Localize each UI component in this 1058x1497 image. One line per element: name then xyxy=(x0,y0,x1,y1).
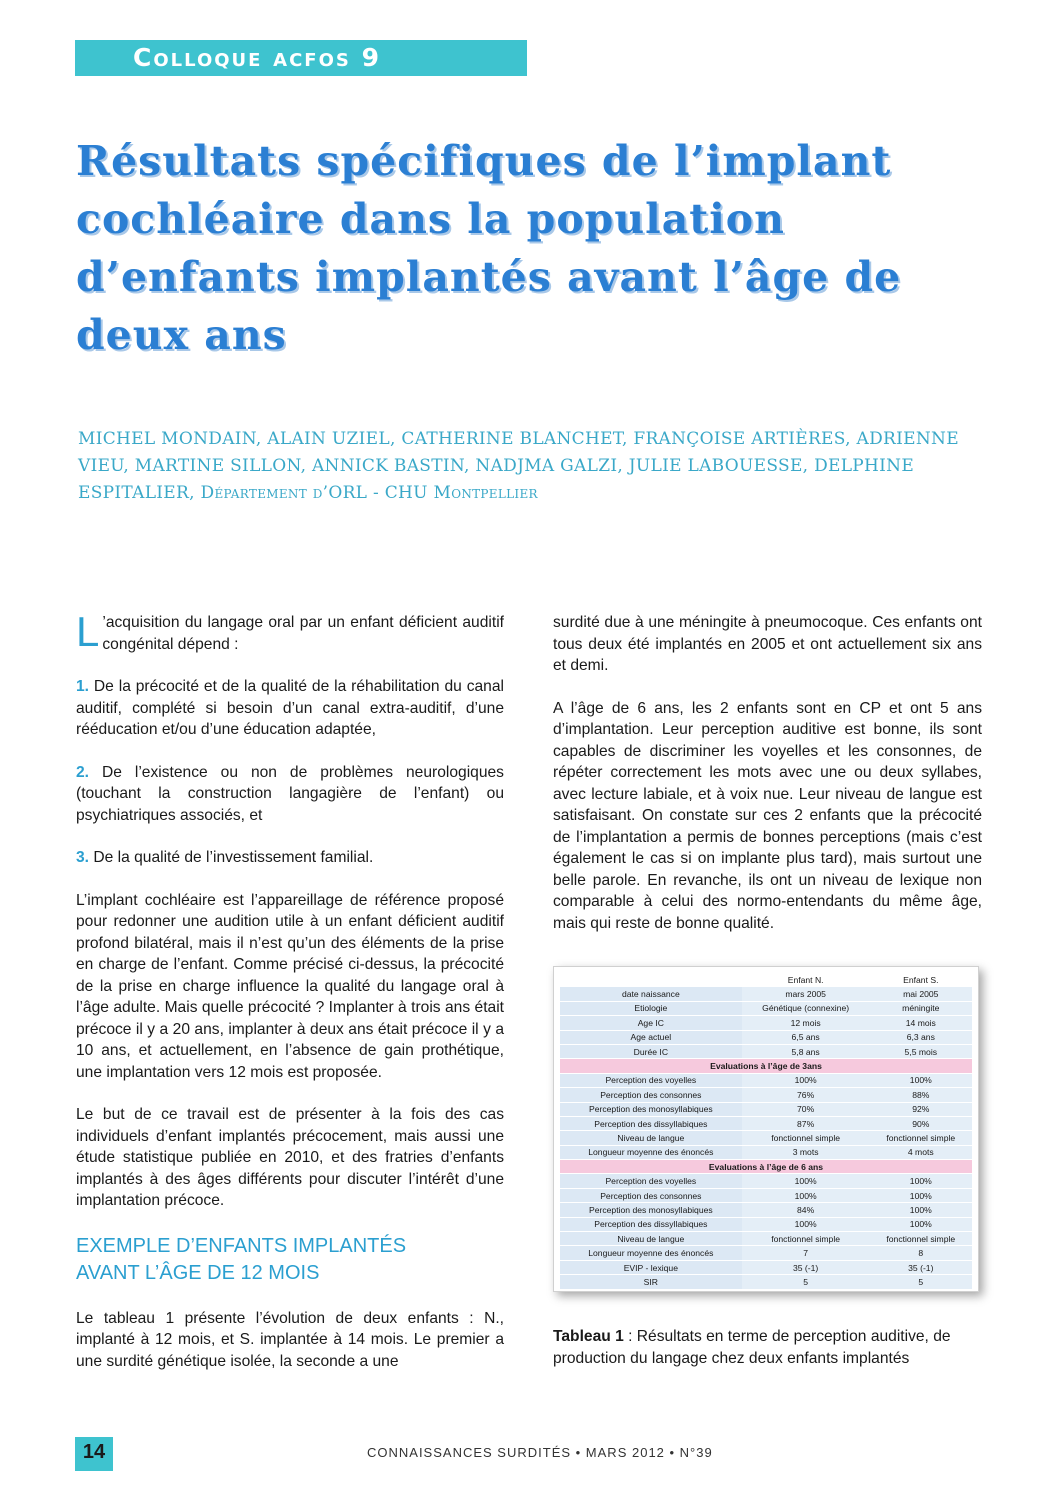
table-row-label: EVIP - lexique xyxy=(560,1260,742,1274)
table-row-label: Perception des monosyllabiques xyxy=(560,1102,742,1116)
article-title: Résultats spécifiques de l’implant cochléaire dans la population d’enfants implantés avant l’âge de deux ans xyxy=(76,137,902,359)
table-header-row xyxy=(560,973,972,987)
table-cell: 84% xyxy=(742,1203,870,1217)
author-names: MICHEL MONDAIN, ALAIN UZIEL, CATHERINE BLANCHET, FRANÇOISE ARTIÈRES, ADRIENNE VIEU, MARTINE SILLON, ANNICK BASTIN, NADJMA GALZI, JULIE LABOUESSE, DELPHINE ESPITALIER, xyxy=(78,429,959,503)
table-cell: 12 mois xyxy=(742,1016,870,1030)
table-row xyxy=(560,1174,972,1188)
table-row-label: SIR xyxy=(560,1275,742,1289)
table-cell: 87% xyxy=(742,1116,870,1130)
table-cell: Génétique (connexine) xyxy=(742,1001,870,1015)
table-cell: 88% xyxy=(870,1088,972,1102)
table-row-label: Perception des dissyllabiques xyxy=(560,1217,742,1231)
column-left xyxy=(76,608,504,1393)
table-section-row xyxy=(560,1160,972,1174)
table-row-label: Niveau de langue xyxy=(560,1232,742,1246)
list-number-3: 3. xyxy=(76,849,90,866)
table-header-cell: Enfant N. xyxy=(742,973,870,987)
list-item-3 xyxy=(76,847,504,869)
table-section-row xyxy=(560,1059,972,1073)
authors xyxy=(78,426,978,507)
table-row xyxy=(560,1116,972,1130)
table-row xyxy=(560,1232,972,1246)
table-row-label: date naissance xyxy=(560,987,742,1001)
banner-text: Colloque acfos 9 xyxy=(133,43,381,72)
table-row xyxy=(560,1102,972,1116)
table-cell: 100% xyxy=(870,1217,972,1231)
body-paragraph-3: Le tableau 1 présente l’évolution de deux enfants : N., implanté à 12 mois, et S. implantée à 14 mois. Le premier a une surdité génétique isolée, la seconde a une xyxy=(76,1309,504,1370)
list-item-2 xyxy=(76,762,504,827)
table-row xyxy=(560,1203,972,1217)
table-row xyxy=(560,1088,972,1102)
table-row xyxy=(560,1044,972,1058)
table-header-cell xyxy=(560,973,742,987)
table-cell: 5,8 ans xyxy=(742,1044,870,1058)
table-row-label: Durée IC xyxy=(560,1044,742,1058)
table-cell: 6,3 ans xyxy=(870,1030,972,1044)
table-row-label: Age IC xyxy=(560,1016,742,1030)
list-number-1: 1. xyxy=(76,678,90,695)
table-row xyxy=(560,1260,972,1274)
section-heading-line-1: EXEMPLE D’ENFANTS IMPLANTÉS xyxy=(76,1234,407,1257)
list-text-1: De la précocité et de la qualité de la réhabilitation du canal auditif, complété si besoin d’un canal extra-auditif, d’une rééducation et/ou d’une éducation adaptée, xyxy=(76,678,504,738)
table-cell: 90% xyxy=(870,1116,972,1130)
table-header-cell: Enfant S. xyxy=(870,973,972,987)
table-cell: 92% xyxy=(870,1102,972,1116)
table-cell: 35 (-1) xyxy=(742,1260,870,1274)
header-banner xyxy=(75,40,527,76)
table-cell: 100% xyxy=(870,1174,972,1188)
footer-publication: CONNAISSANCES SURDITÉS • MARS 2012 • N°39 xyxy=(367,1445,713,1460)
drop-cap: L xyxy=(76,608,100,655)
table-cell: 14 mois xyxy=(870,1016,972,1030)
table-cell: 5 xyxy=(870,1275,972,1289)
table-cell: 70% xyxy=(742,1102,870,1116)
table-cell: mars 2005 xyxy=(742,987,870,1001)
caption-text: : Résultats en terme de perception auditive, de production du langage chez deux enfants implantés xyxy=(553,1328,951,1367)
table-caption xyxy=(553,1326,985,1369)
table-cell: 100% xyxy=(742,1217,870,1231)
page-number-box xyxy=(75,1437,113,1471)
intro-paragraph xyxy=(76,608,504,655)
table-row-label: Longueur moyenne des énoncés xyxy=(560,1145,742,1159)
table-row-label: Perception des consonnes xyxy=(560,1088,742,1102)
body-paragraph-1: L’implant cochléaire est l’appareillage de référence proposé pour redonner une audition utile à un enfant déficient auditif profond bilatéral, mais il n’est qu’un des éléments de la prise en charge de l’enfant. Comme précisé ci-dessus, la précocité de la prise en charge influence la qualité du langage oral à l’âge adulte. Mais quelle précocité ? Implanter à trois ans était précoce il y a 20 ans, implanter à deux ans était précoce il y a 10 ans, et actuellement, en l’absence de gain prothétique, une implantation vers 12 mois est proposée. xyxy=(76,891,504,1081)
table-row-label: Etiologie xyxy=(560,1001,742,1015)
caption-label: Tableau 1 xyxy=(553,1328,624,1345)
table-cell: méningite xyxy=(870,1001,972,1015)
section-heading-line-2: AVANT L’ÂGE DE 12 MOIS xyxy=(76,1261,320,1284)
table-cell: fonctionnel simple xyxy=(742,1131,870,1145)
table-section-label: Evaluations à l’âge de 3ans xyxy=(560,1059,972,1073)
table-cell: 76% xyxy=(742,1088,870,1102)
table-cell: 4 mots xyxy=(870,1145,972,1159)
page-number: 14 xyxy=(82,1441,106,1463)
table-row xyxy=(560,1217,972,1231)
list-number-2: 2. xyxy=(76,763,90,781)
table-row xyxy=(560,1246,972,1260)
table-cell: 5,5 mois xyxy=(870,1044,972,1058)
table-row xyxy=(560,987,972,1001)
table-row xyxy=(560,1030,972,1044)
body-paragraph-5: A l’âge de 6 ans, les 2 enfants sont en CP et ont 5 ans d’implantation. Leur perception auditive est bonne, ils sont capables de discriminer les voyelles et les consonnes, de répéter correctement les mots avec une ou deux syllabes, avec lecture labiale, et à voix nue. Leur niveau de langue est satisfaisant. On constate sur ces 2 enfants que la précocité de l’implantation a permis de bonnes perceptions (mais c’est également le cas si on implante plus tard), mais surtout une belle parole. En revanche, ils ont un niveau de lexique non comparable à celui des normo-entendants du même âge, mais qui reste de bonne qualité. xyxy=(553,699,982,932)
table-row-label: Perception des monosyllabiques xyxy=(560,1203,742,1217)
table-cell: 100% xyxy=(742,1174,870,1188)
table-cell: mai 2005 xyxy=(870,987,972,1001)
table-cell: 5 xyxy=(742,1275,870,1289)
table-cell: fonctionnel simple xyxy=(742,1232,870,1246)
table-row xyxy=(560,1145,972,1159)
table-row-label: Niveau de langue xyxy=(560,1131,742,1145)
table-cell: 35 (-1) xyxy=(870,1260,972,1274)
column-right xyxy=(553,612,982,955)
body-paragraph-4: surdité due à une méningite à pneumocoque. Ces enfants ont tous deux été implantés en 2005 et ont actuellement six ans et demi. xyxy=(553,614,982,674)
list-text-2: De l’existence ou non de problèmes neurologiques (touchant la construction langagière de l’enfant) ou psychiatriques associés, et xyxy=(76,763,504,824)
table-cell: 3 mots xyxy=(742,1145,870,1159)
author-affiliation: Département d’ORL - CHU Montpellier xyxy=(200,483,538,503)
table-row xyxy=(560,1275,972,1289)
table-cell: 8 xyxy=(870,1246,972,1260)
results-table-figure xyxy=(553,966,979,1292)
table-cell: 100% xyxy=(742,1188,870,1202)
table-cell: 100% xyxy=(870,1203,972,1217)
section-heading xyxy=(76,1233,504,1287)
table-row xyxy=(560,1073,972,1087)
intro-text: ’acquisition du langage oral par un enfant déficient auditif congénital dépend : xyxy=(102,614,504,653)
table-row-label: Perception des dissyllabiques xyxy=(560,1116,742,1130)
table-row xyxy=(560,1131,972,1145)
table-row-label: Perception des voyelles xyxy=(560,1073,742,1087)
list-text-3: De la qualité de l’investissement familial. xyxy=(93,849,374,866)
table-row xyxy=(560,1016,972,1030)
table-cell: 7 xyxy=(742,1246,870,1260)
list-item-1 xyxy=(76,676,504,741)
table-row-label: Perception des voyelles xyxy=(560,1174,742,1188)
table-cell: 100% xyxy=(870,1073,972,1087)
table-cell: fonctionnel simple xyxy=(870,1232,972,1246)
table-cell: fonctionnel simple xyxy=(870,1131,972,1145)
table-cell: 6,5 ans xyxy=(742,1030,870,1044)
table-row-label: Longueur moyenne des énoncés xyxy=(560,1246,742,1260)
results-table xyxy=(560,973,972,1290)
table-row xyxy=(560,1188,972,1202)
table-cell: 100% xyxy=(870,1188,972,1202)
table-row-label: Age actuel xyxy=(560,1030,742,1044)
table-row xyxy=(560,1001,972,1015)
table-section-label: Evaluations à l’âge de 6 ans xyxy=(560,1160,972,1174)
body-paragraph-2: Le but de ce travail est de présenter à la fois des cas individuels d’enfant implantés précocement, mais aussi une étude statistique publiée en 2010, et des fratries d’enfants implantés à des âges différents pour discuter l’intérêt d’une implantation précoce. xyxy=(76,1106,504,1209)
table-cell: 100% xyxy=(742,1073,870,1087)
table-row-label: Perception des consonnes xyxy=(560,1188,742,1202)
